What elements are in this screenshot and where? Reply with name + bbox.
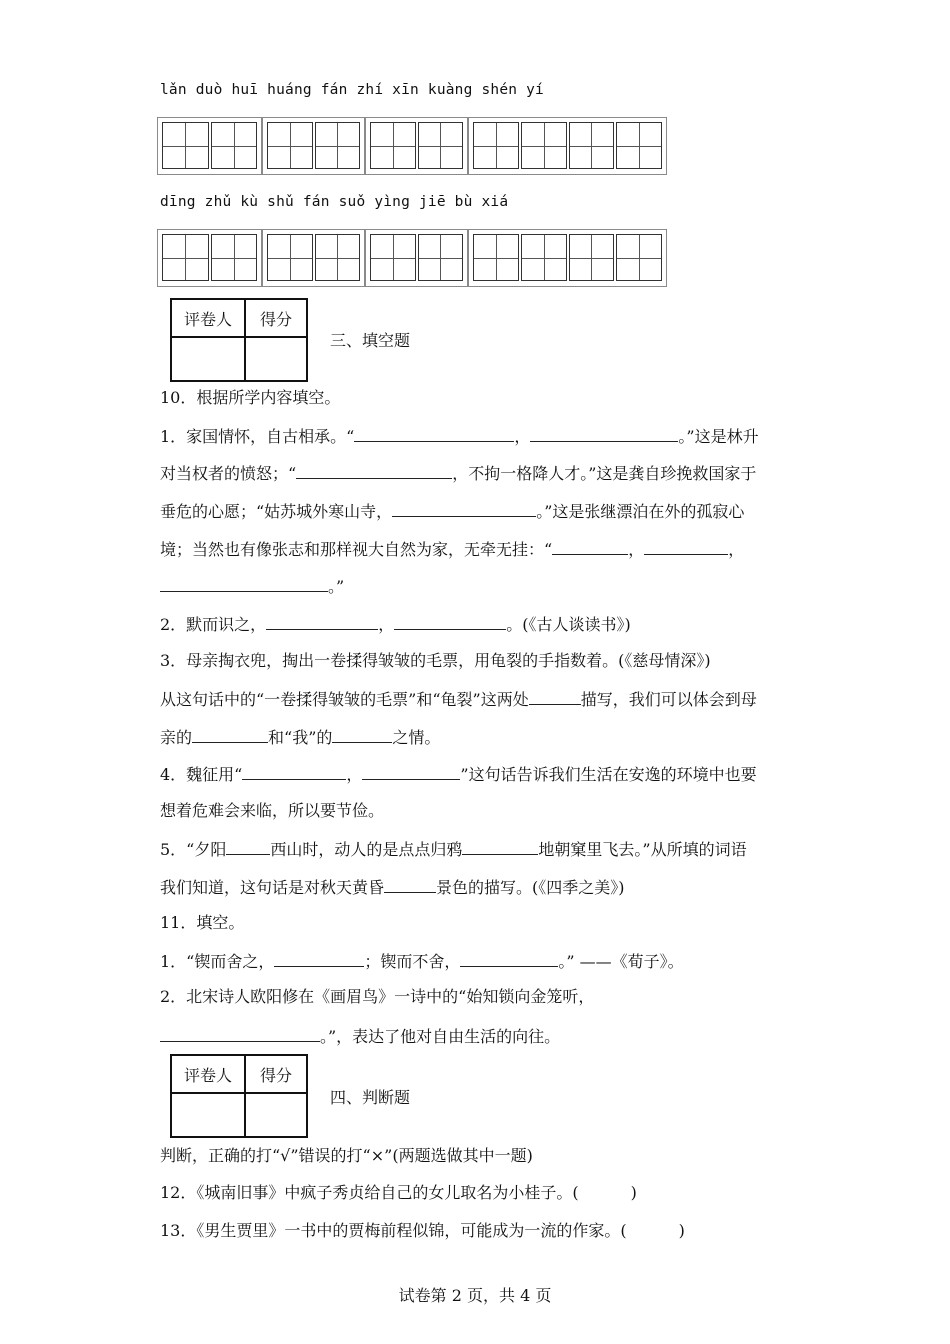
section-3-title: 三、填空题 [330,331,411,350]
grid-cell[interactable] [521,122,567,169]
score-box-score-label: 得分 [245,1055,307,1093]
pinyin-row-1: lǎn duò huī huáng fán zhí xīn kuàng shén yí [160,82,544,98]
blank[interactable] [530,425,678,442]
grid-cell[interactable] [418,234,464,281]
score-box-grader-label: 评卷人 [171,1055,245,1093]
q11-part-2: 2．北宋诗人欧阳修在《画眉鸟》一诗中的“始知锁向金笼听， [160,987,595,1006]
grader-cell[interactable] [171,337,245,381]
blank[interactable] [266,613,378,630]
blank[interactable] [354,425,514,442]
blank[interactable] [552,538,628,555]
blank[interactable] [160,575,328,592]
score-box-score-label: 得分 [245,299,307,337]
grid-cell[interactable] [616,122,662,169]
score-box [170,298,308,382]
blank[interactable] [226,838,270,855]
q11-part-1: 1．“锲而舍之， ；锲而不舍， 。” ——《荀子》。 [160,952,684,971]
grid-cell[interactable] [267,122,313,169]
q11-stem: 11．填空。 [160,913,245,932]
q10-part-2: 2．默而识之， ， 。(《古人谈读书》) [160,615,631,634]
q10-part-5-line-2: 我们知道，这句话是对秋天黄昏 景色的描写。(《四季之美》) [160,878,625,897]
q10-part-5: 5．“夕阳 西山时，动人的是点点归鸦 地朝窠里飞去。”从所填的词语 [160,840,747,859]
score-box-2 [170,1054,308,1138]
grader-cell[interactable] [171,1093,245,1137]
writing-grid-4[interactable] [468,117,667,175]
blank[interactable] [192,726,268,743]
page-footer: 试卷第 2 页，共 4 页 [398,1286,552,1305]
blank[interactable] [529,688,581,705]
score-cell[interactable] [245,337,307,381]
grid-cell[interactable] [162,234,209,281]
grid-cell[interactable] [370,234,416,281]
blank[interactable] [332,726,392,743]
blank[interactable] [362,763,460,780]
blank[interactable] [392,500,536,517]
q10-line-4: 境；当然也有像张志和那样视大自然为家，无牵无挂：“ ， ， [160,540,745,559]
q10-part-3-line-2: 从这句话中的“一卷揉得皱皱的毛票”和“龟裂”这两处 描写，我们可以体会到母 [160,690,757,709]
grid-cell[interactable] [315,122,361,169]
writing-grid-2[interactable] [262,117,365,175]
blank[interactable] [460,950,558,967]
blank[interactable] [462,838,538,855]
writing-grid-1[interactable] [157,117,262,175]
grid-cell[interactable] [521,234,567,281]
grid-cell[interactable] [211,234,258,281]
pinyin-row-2: dīng zhǔ kù shǔ fán suǒ yìng jiē bù xiá [160,194,509,210]
q10-part-3-sentence: 3．母亲掏衣兜，掏出一卷揉得皱皱的毛票，用龟裂的手指数着。(《慈母情深》) [160,651,711,670]
writing-grid-3[interactable] [365,117,468,175]
grid-cell[interactable] [267,234,313,281]
grid-cell[interactable] [473,234,519,281]
q10-line-2: 对当权者的愤怒；“ ，不拘一格降人才。”这是龚自珍挽救国家于 [160,464,757,483]
grid-cell[interactable] [370,122,416,169]
blank[interactable] [160,1025,320,1042]
q10-line-1: 1．家国情怀，自古相承。“ ， 。”这是林升 [160,427,759,446]
blank[interactable] [394,613,506,630]
grid-cell[interactable] [473,122,519,169]
q11-part-2-line-2: 。”，表达了他对自由生活的向往。 [160,1025,560,1047]
q10-part-3-line-3: 亲的 和“我”的 之情。 [160,728,441,747]
section-4-title: 四、判断题 [330,1088,411,1107]
blank[interactable] [644,538,728,555]
writing-grid-7[interactable] [365,229,468,287]
judgment-instruction: 判断，正确的打“√”错误的打“×”(两题选做其中一题) [160,1146,533,1165]
q10-stem: 10．根据所学内容填空。 [160,388,341,407]
q12: 12．《城南旧事》中疯子秀贞给自己的女儿取名为小桂子。( ) [160,1183,637,1202]
score-box-grader-label: 评卷人 [171,299,245,337]
q10-line-5: 。” [160,575,344,597]
q10-part-4: 4．魏征用“ ， ”这句话告诉我们生活在安逸的环境中也要 [160,765,757,784]
writing-grid-5[interactable] [157,229,262,287]
q13: 13．《男生贾里》一书中的贾梅前程似锦，可能成为一流的作家。( ) [160,1221,685,1240]
grid-cell[interactable] [569,122,615,169]
blank[interactable] [274,950,364,967]
q10-part-4-line-2: 想着危难会来临，所以要节俭。 [160,801,385,820]
blank[interactable] [384,876,436,893]
grid-cell[interactable] [616,234,662,281]
writing-grid-6[interactable] [262,229,365,287]
score-cell[interactable] [245,1093,307,1137]
grid-cell[interactable] [211,122,258,169]
grid-cell[interactable] [569,234,615,281]
blank[interactable] [242,763,346,780]
blank[interactable] [296,462,452,479]
q10-line-3: 垂危的心愿；“姑苏城外寒山寺， 。”这是张继漂泊在外的孤寂心 [160,502,745,521]
writing-grid-8[interactable] [468,229,667,287]
grid-cell[interactable] [315,234,361,281]
grid-cell[interactable] [418,122,464,169]
grid-cell[interactable] [162,122,209,169]
